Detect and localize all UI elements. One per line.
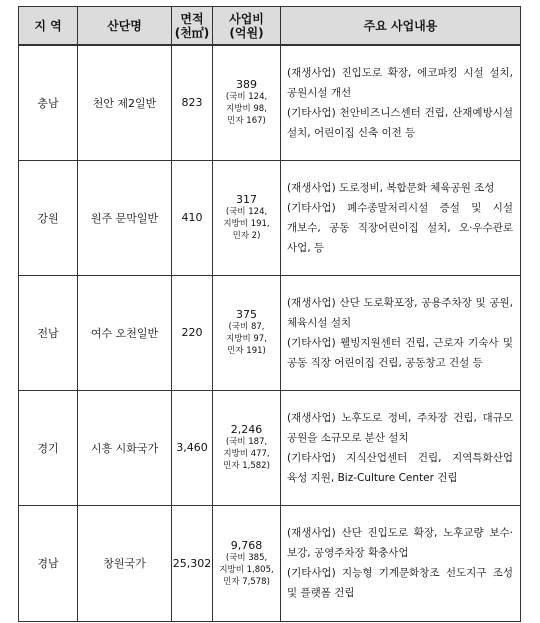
header-complex: 산단명 — [78, 7, 172, 46]
cost-breakdown-line: 민자 7,578) — [223, 576, 270, 587]
cost-breakdown-line: (국비 124, — [225, 92, 268, 103]
cost-total: 389 — [236, 78, 257, 92]
cost-breakdown-line: 민자 1,582) — [223, 461, 270, 471]
header-area-label: 면적 — [180, 11, 204, 26]
area-cell: 823 — [172, 45, 213, 160]
table-row — [19, 45, 521, 160]
complex-cell: 여수 오천일반 — [78, 275, 172, 390]
industrial-complex-table — [18, 6, 521, 622]
cost-breakdown-line: 민자 191) — [227, 346, 266, 356]
content-cell — [281, 160, 521, 275]
content-paragraph: (기타사업) 웰빙지원센터 건립, 근로자 기숙사 및 공동 직장 어린이집 건립, 공동창고 건설 등 — [287, 336, 513, 369]
area-cell: 25,302 — [172, 505, 213, 621]
cost-breakdown-line: 지방비 98, — [226, 104, 267, 115]
cost-breakdown-line: 지방비 1,805, — [219, 564, 274, 575]
header-cost-unit: (억원) — [229, 25, 264, 40]
table-row — [19, 390, 521, 505]
region-cell: 전남 — [19, 275, 78, 390]
content-cell — [281, 45, 521, 160]
cost-breakdown-line: (국비 124, — [225, 207, 268, 217]
cost-cell — [213, 390, 281, 505]
header-area-unit: (천㎡) — [174, 25, 210, 40]
content-cell — [281, 390, 521, 505]
region-cell: 경남 — [19, 505, 78, 621]
content-paragraph: (기타사업) 지능형 기계문화창조 선도지구 조성 및 플랫폼 건립 — [287, 567, 513, 599]
cost-breakdown-line: 지방비 191, — [223, 219, 270, 229]
cost-breakdown-line: 민자 167) — [227, 116, 266, 127]
header-region: 지 역 — [19, 7, 78, 46]
table-row — [19, 160, 521, 275]
content-cell — [281, 505, 521, 621]
cost-breakdown-line: 지방비 477, — [223, 449, 270, 459]
header-cost-label: 사업비 — [229, 11, 264, 26]
complex-cell: 시흥 시화국가 — [78, 390, 172, 505]
area-cell: 410 — [172, 160, 213, 275]
cost-total: 317 — [236, 193, 257, 206]
cost-cell — [213, 505, 281, 621]
complex-cell: 원주 문막일반 — [78, 160, 172, 275]
content-paragraph: (재생사업) 진입도로 확장, 에코파킹 시설 설치, 공원시설 개선 — [287, 66, 513, 99]
content-paragraph: (기타사업) 천안비즈니스센터 건립, 산재예방시설 설치, 어린이집 신축 이전 등 — [287, 106, 513, 139]
complex-cell: 천안 제2일반 — [78, 45, 172, 160]
content-paragraph: (기타사업) 지식산업센터 건립, 지역특화산업 육성 지원, Biz-Culture Center 건립 — [287, 451, 513, 484]
complex-cell: 창원국가 — [78, 505, 172, 621]
content-paragraph: (재생사업) 노후도로 정비, 주차장 건립, 대규모 공원을 소규모로 분산 설치 — [287, 411, 513, 444]
cost-cell — [213, 45, 281, 160]
area-cell: 220 — [172, 275, 213, 390]
cost-total: 2,246 — [230, 423, 263, 436]
content-paragraph: (기타사업) 폐수종말처리시설 증설 및 시설 개보수, 공동 직장어린이집 설치, 오·우수관로 사업, 등 — [287, 201, 513, 254]
header-content: 주요 사업내용 — [281, 7, 521, 46]
cost-breakdown-line: (국비 87, — [228, 322, 265, 332]
cost-total: 375 — [236, 308, 257, 321]
cost-breakdown-line: 지방비 97, — [226, 334, 267, 344]
header-cost — [213, 7, 281, 46]
content-paragraph: (재생사업) 도로정비, 복합문화 체육공원 조성 — [287, 181, 495, 194]
cost-breakdown-line: (국비 187, — [225, 437, 268, 447]
content-paragraph: (재생사업) 산단 진입도로 확장, 노후교량 보수·보강, 공영주차장 확충사업 — [287, 527, 513, 559]
region-cell: 강원 — [19, 160, 78, 275]
cost-cell — [213, 160, 281, 275]
region-cell: 충남 — [19, 45, 78, 160]
table-row — [19, 275, 521, 390]
header-area — [172, 7, 213, 46]
content-paragraph: (재생사업) 산단 도로확포장, 공용주차장 및 공원, 체육시설 설치 — [287, 296, 513, 329]
cost-cell — [213, 275, 281, 390]
content-cell — [281, 275, 521, 390]
region-cell: 경기 — [19, 390, 78, 505]
cost-breakdown-line: (국비 385, — [225, 552, 268, 563]
area-cell: 3,460 — [172, 390, 213, 505]
cost-total: 9,768 — [230, 538, 263, 552]
header-row — [19, 7, 521, 46]
cost-breakdown-line: 민자 2) — [232, 231, 261, 241]
table-row — [19, 505, 521, 621]
